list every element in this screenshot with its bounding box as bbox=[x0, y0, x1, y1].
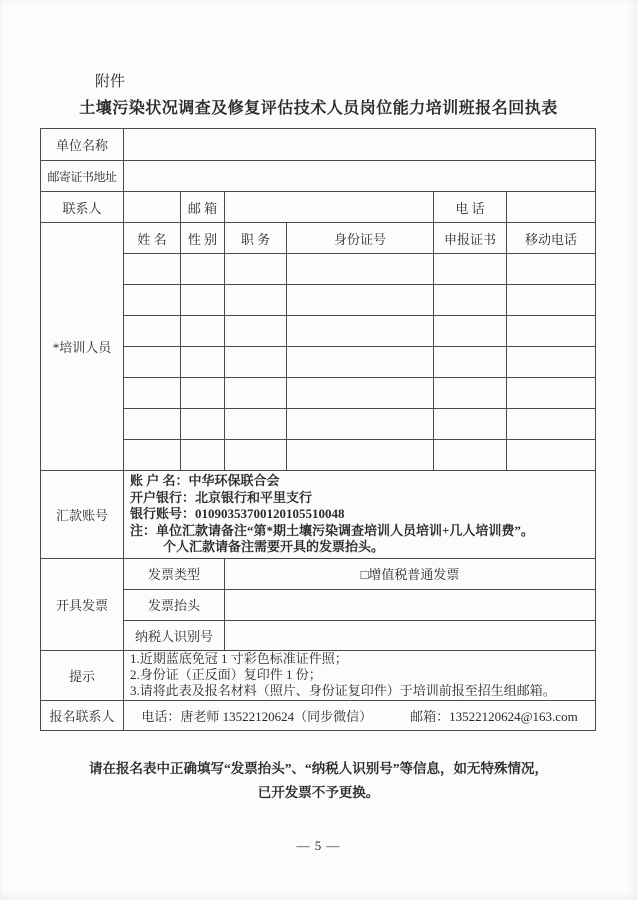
registration-contact-phone: 电话：唐老师 13522120624（同步微信） bbox=[141, 708, 373, 724]
invoice-label: 开具发票 bbox=[41, 558, 124, 650]
empty-cell bbox=[124, 378, 181, 409]
email-value-cell bbox=[225, 192, 434, 223]
remittance-row bbox=[41, 471, 596, 559]
tips-content-cell bbox=[124, 650, 596, 700]
empty-cell bbox=[225, 316, 287, 347]
empty-cell bbox=[507, 347, 596, 378]
contact-name-value-cell bbox=[124, 192, 181, 223]
empty-cell bbox=[181, 285, 225, 316]
footer-note-line1: 请在报名表中正确填写“发票抬头”、“纳税人识别号”等信息，如无特殊情况， bbox=[89, 761, 548, 776]
tips-row bbox=[41, 650, 596, 700]
remittance-details-cell bbox=[124, 471, 596, 559]
tip-item-2: 2.身份证（正反面）复印件 1 份； bbox=[130, 667, 322, 682]
unit-name-value-cell bbox=[124, 129, 596, 161]
trainee-empty-row bbox=[41, 254, 596, 285]
trainee-empty-row bbox=[41, 409, 596, 440]
empty-cell bbox=[225, 285, 287, 316]
empty-cell bbox=[287, 347, 434, 378]
tip-item-3: 3.请将此表及报名材料（照片、身份证复印件）于培训前报至招生组邮箱。 bbox=[130, 683, 556, 698]
empty-cell bbox=[287, 285, 434, 316]
remittance-account-name: 账 户 名：中华环保联合会 bbox=[130, 473, 280, 488]
table-row bbox=[41, 129, 596, 161]
invoice-type-row bbox=[41, 558, 596, 589]
page-number: — 5 — bbox=[296, 838, 341, 853]
tips-label: 提示 bbox=[41, 650, 124, 700]
empty-cell bbox=[434, 316, 507, 347]
unit-name-label: 单位名称 bbox=[41, 129, 124, 161]
remittance-note-line2: 个人汇款请备注需要开具的发票抬头。 bbox=[163, 539, 385, 554]
empty-cell bbox=[225, 254, 287, 285]
empty-cell bbox=[434, 254, 507, 285]
table-row bbox=[41, 192, 596, 223]
phone-value-cell bbox=[507, 192, 596, 223]
mailing-address-label: 邮寄证书地址 bbox=[41, 161, 124, 192]
empty-cell bbox=[124, 316, 181, 347]
col-header-position: 职 务 bbox=[225, 223, 287, 254]
empty-cell bbox=[434, 347, 507, 378]
empty-cell bbox=[507, 285, 596, 316]
invoice-type-label: 发票类型 bbox=[124, 558, 225, 589]
empty-cell bbox=[124, 285, 181, 316]
remittance-bank: 开户银行：北京银行和平里支行 bbox=[130, 489, 313, 505]
remittance-note-line1: 注：单位汇款请备注“第*期土壤污染调查培训人员培训+几人培训费”。 bbox=[130, 522, 534, 538]
empty-cell bbox=[507, 378, 596, 409]
trainee-empty-row bbox=[41, 378, 596, 409]
trainee-empty-row bbox=[41, 285, 596, 316]
empty-cell bbox=[507, 409, 596, 440]
empty-cell bbox=[225, 440, 287, 471]
phone-label: 电 话 bbox=[434, 192, 507, 223]
invoice-title-row bbox=[41, 589, 596, 620]
trainee-empty-row bbox=[41, 316, 596, 347]
empty-cell bbox=[507, 440, 596, 471]
footer-note-line2: 已开发票不予更换。 bbox=[257, 785, 380, 800]
empty-cell bbox=[287, 254, 434, 285]
empty-cell bbox=[181, 316, 225, 347]
empty-cell bbox=[181, 440, 225, 471]
empty-cell bbox=[434, 409, 507, 440]
empty-cell bbox=[181, 378, 225, 409]
empty-cell bbox=[124, 347, 181, 378]
col-header-mobile: 移动电话 bbox=[507, 223, 596, 254]
registration-contact-email: 邮箱：13522120624@163.com bbox=[410, 708, 578, 724]
empty-cell bbox=[181, 409, 225, 440]
remittance-label: 汇款账号 bbox=[41, 471, 124, 559]
empty-cell bbox=[434, 378, 507, 409]
col-header-gender: 性 别 bbox=[181, 223, 225, 254]
registration-contact-label: 报名联系人 bbox=[41, 700, 124, 730]
empty-cell bbox=[124, 254, 181, 285]
empty-cell bbox=[287, 378, 434, 409]
empty-cell bbox=[507, 254, 596, 285]
trainee-header-row bbox=[41, 223, 596, 254]
registration-form-table bbox=[40, 128, 596, 731]
trainee-empty-row bbox=[41, 440, 596, 471]
empty-cell bbox=[287, 316, 434, 347]
invoice-title-value-cell bbox=[225, 589, 596, 620]
tax-id-row bbox=[41, 620, 596, 650]
col-header-id-number: 身份证号 bbox=[287, 223, 434, 254]
contact-label: 联系人 bbox=[41, 192, 124, 223]
empty-cell bbox=[124, 409, 181, 440]
tip-item-1: 1.近期蓝底免冠 1 寸彩色标准证件照； bbox=[130, 651, 348, 666]
empty-cell bbox=[287, 440, 434, 471]
empty-cell bbox=[225, 347, 287, 378]
footer-note bbox=[0, 757, 637, 805]
tax-id-label: 纳税人识别号 bbox=[124, 620, 225, 650]
table-row bbox=[41, 161, 596, 192]
mailing-address-value-cell bbox=[124, 161, 596, 192]
invoice-type-value: □增值税普通发票 bbox=[225, 558, 596, 589]
invoice-title-label: 发票抬头 bbox=[124, 589, 225, 620]
col-header-certificate: 申报证书 bbox=[434, 223, 507, 254]
registration-contact-row bbox=[41, 700, 596, 730]
page-title: 土壤污染状况调查及修复评估技术人员岗位能力培训班报名回执表 bbox=[79, 100, 558, 117]
trainee-empty-row bbox=[41, 347, 596, 378]
empty-cell bbox=[507, 316, 596, 347]
empty-cell bbox=[181, 254, 225, 285]
empty-cell bbox=[225, 378, 287, 409]
col-header-name: 姓 名 bbox=[124, 223, 181, 254]
remittance-account-number: 银行账号：01090353700120105510048 bbox=[130, 506, 345, 521]
empty-cell bbox=[181, 347, 225, 378]
empty-cell bbox=[434, 440, 507, 471]
trainees-label: *培训人员 bbox=[41, 223, 124, 471]
empty-cell bbox=[225, 409, 287, 440]
empty-cell bbox=[434, 285, 507, 316]
empty-cell bbox=[124, 440, 181, 471]
empty-cell bbox=[287, 409, 434, 440]
registration-contact-cell bbox=[124, 700, 596, 730]
email-label: 邮 箱 bbox=[181, 192, 225, 223]
attachment-label: 附件 bbox=[95, 74, 126, 90]
tax-id-value-cell bbox=[225, 620, 596, 650]
